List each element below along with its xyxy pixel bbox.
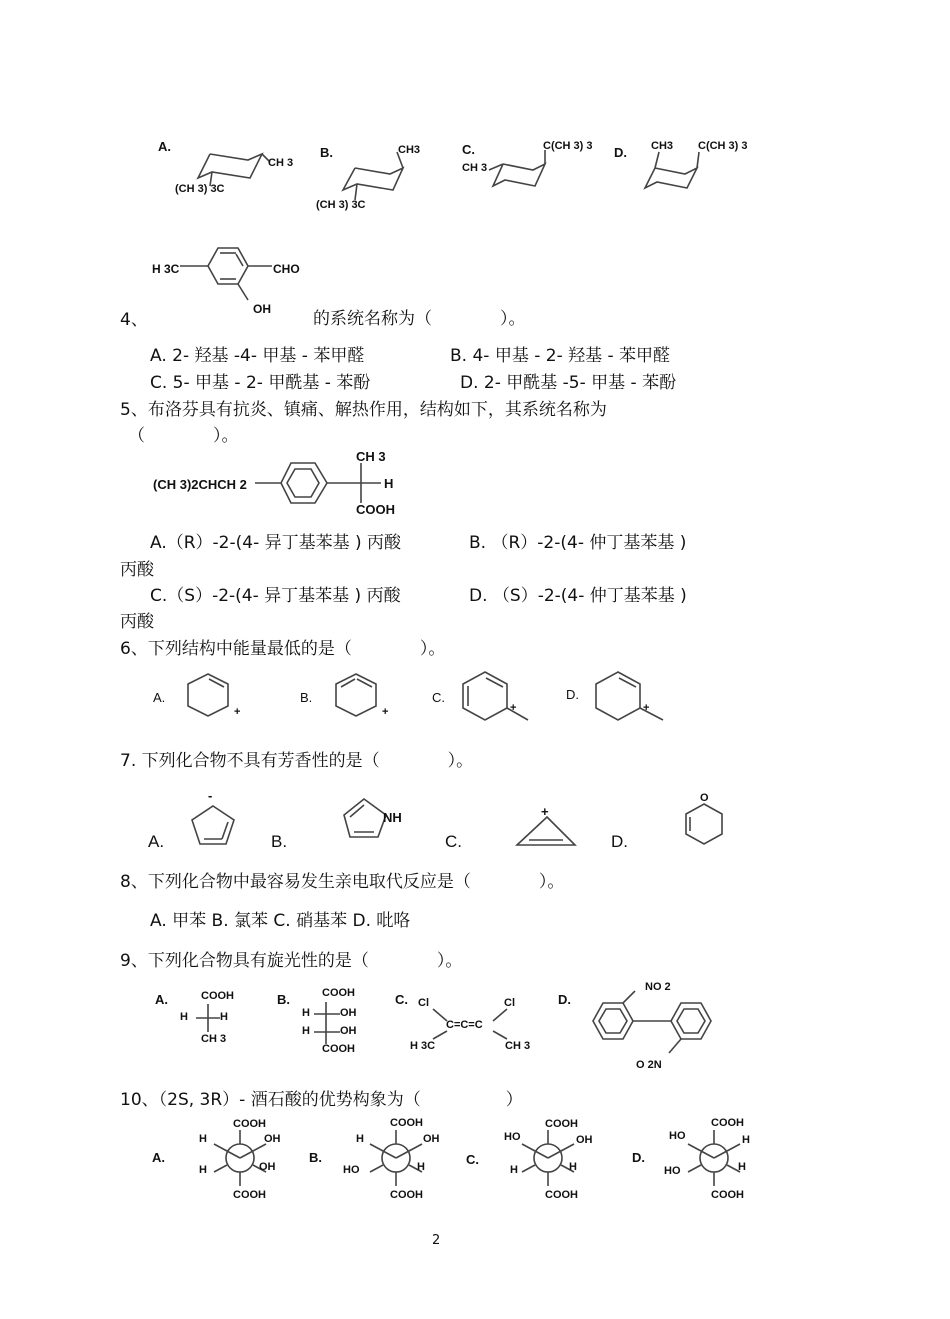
- q10-b-upper-left: H: [356, 1133, 364, 1145]
- q4-option-a[interactable]: A. 2- 羟基 -4- 甲基 - 苯甲醛: [150, 346, 365, 366]
- q6-option-d-label[interactable]: D.: [566, 687, 579, 702]
- q7-d-dihydropyran: [680, 800, 730, 846]
- q8-options[interactable]: A. 甲苯 B. 氯苯 C. 硝基苯 D. 吡咯: [150, 911, 411, 931]
- q9-c-methyl1: H 3C: [410, 1040, 436, 1052]
- q7-question: 7. 下列化合物不具有芳香性的是（ ）。: [120, 751, 474, 771]
- q3-option-a-label[interactable]: A.: [158, 139, 171, 154]
- q3-option-c-label[interactable]: C.: [462, 142, 475, 157]
- q7-option-c-label[interactable]: C.: [445, 832, 462, 851]
- q4-hydroxyl: OH: [253, 302, 271, 316]
- q9-c-allene-center: C=C=C: [446, 1019, 483, 1031]
- q10-a-newman: [210, 1128, 270, 1188]
- q4-question: 的系统名称为（ ）。: [313, 309, 526, 329]
- q4-option-d[interactable]: D. 2- 甲酰基 -5- 甲基 - 苯酚: [460, 373, 677, 393]
- q4-methyl: H 3C: [152, 262, 180, 276]
- q7-a-minus: -: [208, 788, 213, 803]
- q6-option-b-label[interactable]: B.: [300, 690, 313, 705]
- q9-option-b-label[interactable]: B.: [277, 992, 290, 1007]
- q7-c-cyclopropenyl: [515, 815, 579, 851]
- q10-b-lower-left: HO: [343, 1164, 360, 1176]
- q9-c-methyl2: CH 3: [505, 1040, 531, 1052]
- q7-option-b-label[interactable]: B.: [271, 832, 288, 851]
- q10-c-upper-left: HO: [504, 1131, 521, 1143]
- q10-c-bottom: COOH: [545, 1189, 578, 1201]
- q3-d-tbutyl: C(CH 3) 3: [698, 140, 748, 152]
- q3-a-methyl: CH 3: [268, 157, 294, 169]
- q6-a-plus: +: [234, 706, 241, 718]
- q4-option-c[interactable]: C. 5- 甲基 - 2- 甲酰基 - 苯酚: [150, 373, 371, 393]
- q5-question-line2: （ ）。: [128, 426, 239, 446]
- q6-c-plus: +: [510, 702, 517, 714]
- q9-d-biphenyl: [583, 985, 733, 1060]
- q10-a-top: COOH: [233, 1118, 266, 1130]
- q6-d-plus: +: [643, 702, 650, 714]
- q10-c-newman: [518, 1128, 578, 1188]
- q9-c-chloro2: Cl: [504, 997, 515, 1009]
- q6-question: 6、下列结构中能量最低的是（ ）。: [120, 639, 446, 659]
- q10-option-c-label[interactable]: C.: [466, 1152, 479, 1167]
- q5-isobutyl: (CH 3)2CHCH 2: [153, 477, 247, 492]
- q5-hydrogen: H: [384, 476, 394, 491]
- q5-question-line1: 5、布洛芬具有抗炎、镇痛、解热作用，结构如下，其系统名称为: [120, 400, 607, 420]
- q9-b-bottom: COOH: [322, 1043, 355, 1055]
- q3-d-methyl: CH3: [651, 140, 674, 152]
- q9-a-left: H: [180, 1011, 188, 1023]
- q10-c-top: COOH: [545, 1118, 578, 1130]
- q10-option-a-label[interactable]: A.: [152, 1150, 165, 1165]
- q3-c-methyl: CH 3: [462, 162, 488, 174]
- q10-d-newman: [684, 1128, 744, 1188]
- q9-d-nitro-bottom: O 2N: [636, 1059, 662, 1071]
- q9-option-a-label[interactable]: A.: [155, 992, 168, 1007]
- q9-b-top: COOH: [322, 987, 355, 999]
- q6-b-plus: +: [382, 706, 389, 718]
- q10-b-bottom: COOH: [390, 1189, 423, 1201]
- q3-b-methyl: CH3: [398, 144, 421, 156]
- q10-c-lower-right: H: [569, 1161, 577, 1173]
- q10-b-upper-right: OH: [423, 1133, 440, 1145]
- q3-c-tbutyl: C(CH 3) 3: [543, 140, 593, 152]
- q10-option-d-label[interactable]: D.: [632, 1150, 645, 1165]
- q5-option-b[interactable]: B. （R）-2-(4- 仲丁基苯基 ): [469, 533, 687, 553]
- q6-d-ring: [593, 668, 673, 724]
- q4-option-b[interactable]: B. 4- 甲基 - 2- 羟基 - 苯甲醛: [450, 346, 671, 366]
- q10-d-top: COOH: [711, 1117, 744, 1129]
- q9-b-right2: OH: [340, 1025, 357, 1037]
- q10-d-lower-right: H: [738, 1161, 746, 1173]
- q3-option-d-label[interactable]: D.: [614, 145, 627, 160]
- q10-a-upper-left: H: [199, 1133, 207, 1145]
- q7-option-a-label[interactable]: A.: [148, 832, 165, 851]
- q4-number: 4、: [120, 310, 148, 330]
- q10-a-bottom: COOH: [233, 1189, 266, 1201]
- q10-c-upper-right: OH: [576, 1134, 593, 1146]
- q10-b-top: COOH: [390, 1117, 423, 1129]
- q7-b-nh: NH: [383, 810, 402, 825]
- q10-c-lower-left: H: [510, 1164, 518, 1176]
- page-number: 2: [432, 1233, 441, 1248]
- q7-a-cyclopentadienyl: [190, 802, 240, 848]
- q10-d-upper-left: HO: [669, 1130, 686, 1142]
- q5-option-d[interactable]: D. （S）-2-(4- 仲丁基苯基 ): [469, 586, 687, 606]
- q3-option-b-label[interactable]: B.: [320, 145, 333, 160]
- q7-c-plus: +: [541, 804, 549, 819]
- q6-c-ring: [460, 668, 540, 724]
- q4-benzene-ring: [180, 244, 280, 304]
- q9-a-top: COOH: [201, 990, 234, 1002]
- q9-option-d-label[interactable]: D.: [558, 992, 571, 1007]
- q5-carboxyl: COOH: [356, 502, 395, 517]
- q3-b-chair: [335, 150, 435, 202]
- q10-b-lower-right: H: [417, 1161, 425, 1173]
- q9-d-nitro-top: NO 2: [645, 981, 671, 993]
- q5-option-b-wrap: 丙酸: [120, 560, 154, 580]
- q3-a-tbutyl: (CH 3) 3C: [175, 183, 225, 195]
- q9-a-bottom: CH 3: [201, 1033, 227, 1045]
- q9-b-left1: H: [302, 1007, 310, 1019]
- q10-a-lower-left: H: [199, 1164, 207, 1176]
- q6-option-c-label[interactable]: C.: [432, 690, 445, 705]
- q3-c-chair: [485, 150, 565, 190]
- q5-option-d-wrap: 丙酸: [120, 612, 154, 632]
- q10-d-upper-right: H: [742, 1134, 750, 1146]
- q7-d-oxygen: O: [700, 792, 709, 804]
- q5-methyl: CH 3: [356, 449, 386, 464]
- q10-a-lower-right: OH: [259, 1161, 276, 1173]
- q3-b-tbutyl: (CH 3) 3C: [316, 199, 366, 211]
- q10-a-upper-right: OH: [264, 1133, 281, 1145]
- q7-option-d-label[interactable]: D.: [611, 832, 628, 851]
- q4-aldehyde: CHO: [273, 262, 300, 276]
- q10-d-lower-left: HO: [664, 1165, 681, 1177]
- q9-option-c-label[interactable]: C.: [395, 992, 408, 1007]
- q10-question: 10、（2S, 3R）- 酒石酸的优势构象为（ ）: [120, 1090, 523, 1110]
- q10-d-bottom: COOH: [711, 1189, 744, 1201]
- q9-b-left2: H: [302, 1025, 310, 1037]
- q5-option-a[interactable]: A.（R）-2-(4- 异丁基苯基 ) 丙酸: [150, 533, 402, 553]
- q9-a-right: H: [220, 1011, 228, 1023]
- q3-d-chair: [637, 150, 717, 190]
- q8-question: 8、下列化合物中最容易发生亲电取代反应是（ ）。: [120, 872, 565, 892]
- q9-question: 9、下列化合物具有旋光性的是（ ）。: [120, 951, 463, 971]
- q10-b-newman: [366, 1128, 426, 1188]
- q10-option-b-label[interactable]: B.: [309, 1150, 322, 1165]
- q6-option-a-label[interactable]: A.: [153, 690, 166, 705]
- q5-option-c[interactable]: C.（S）-2-(4- 异丁基苯基 ) 丙酸: [150, 586, 401, 606]
- q9-b-right1: OH: [340, 1007, 357, 1019]
- q9-c-chloro1: Cl: [418, 997, 429, 1009]
